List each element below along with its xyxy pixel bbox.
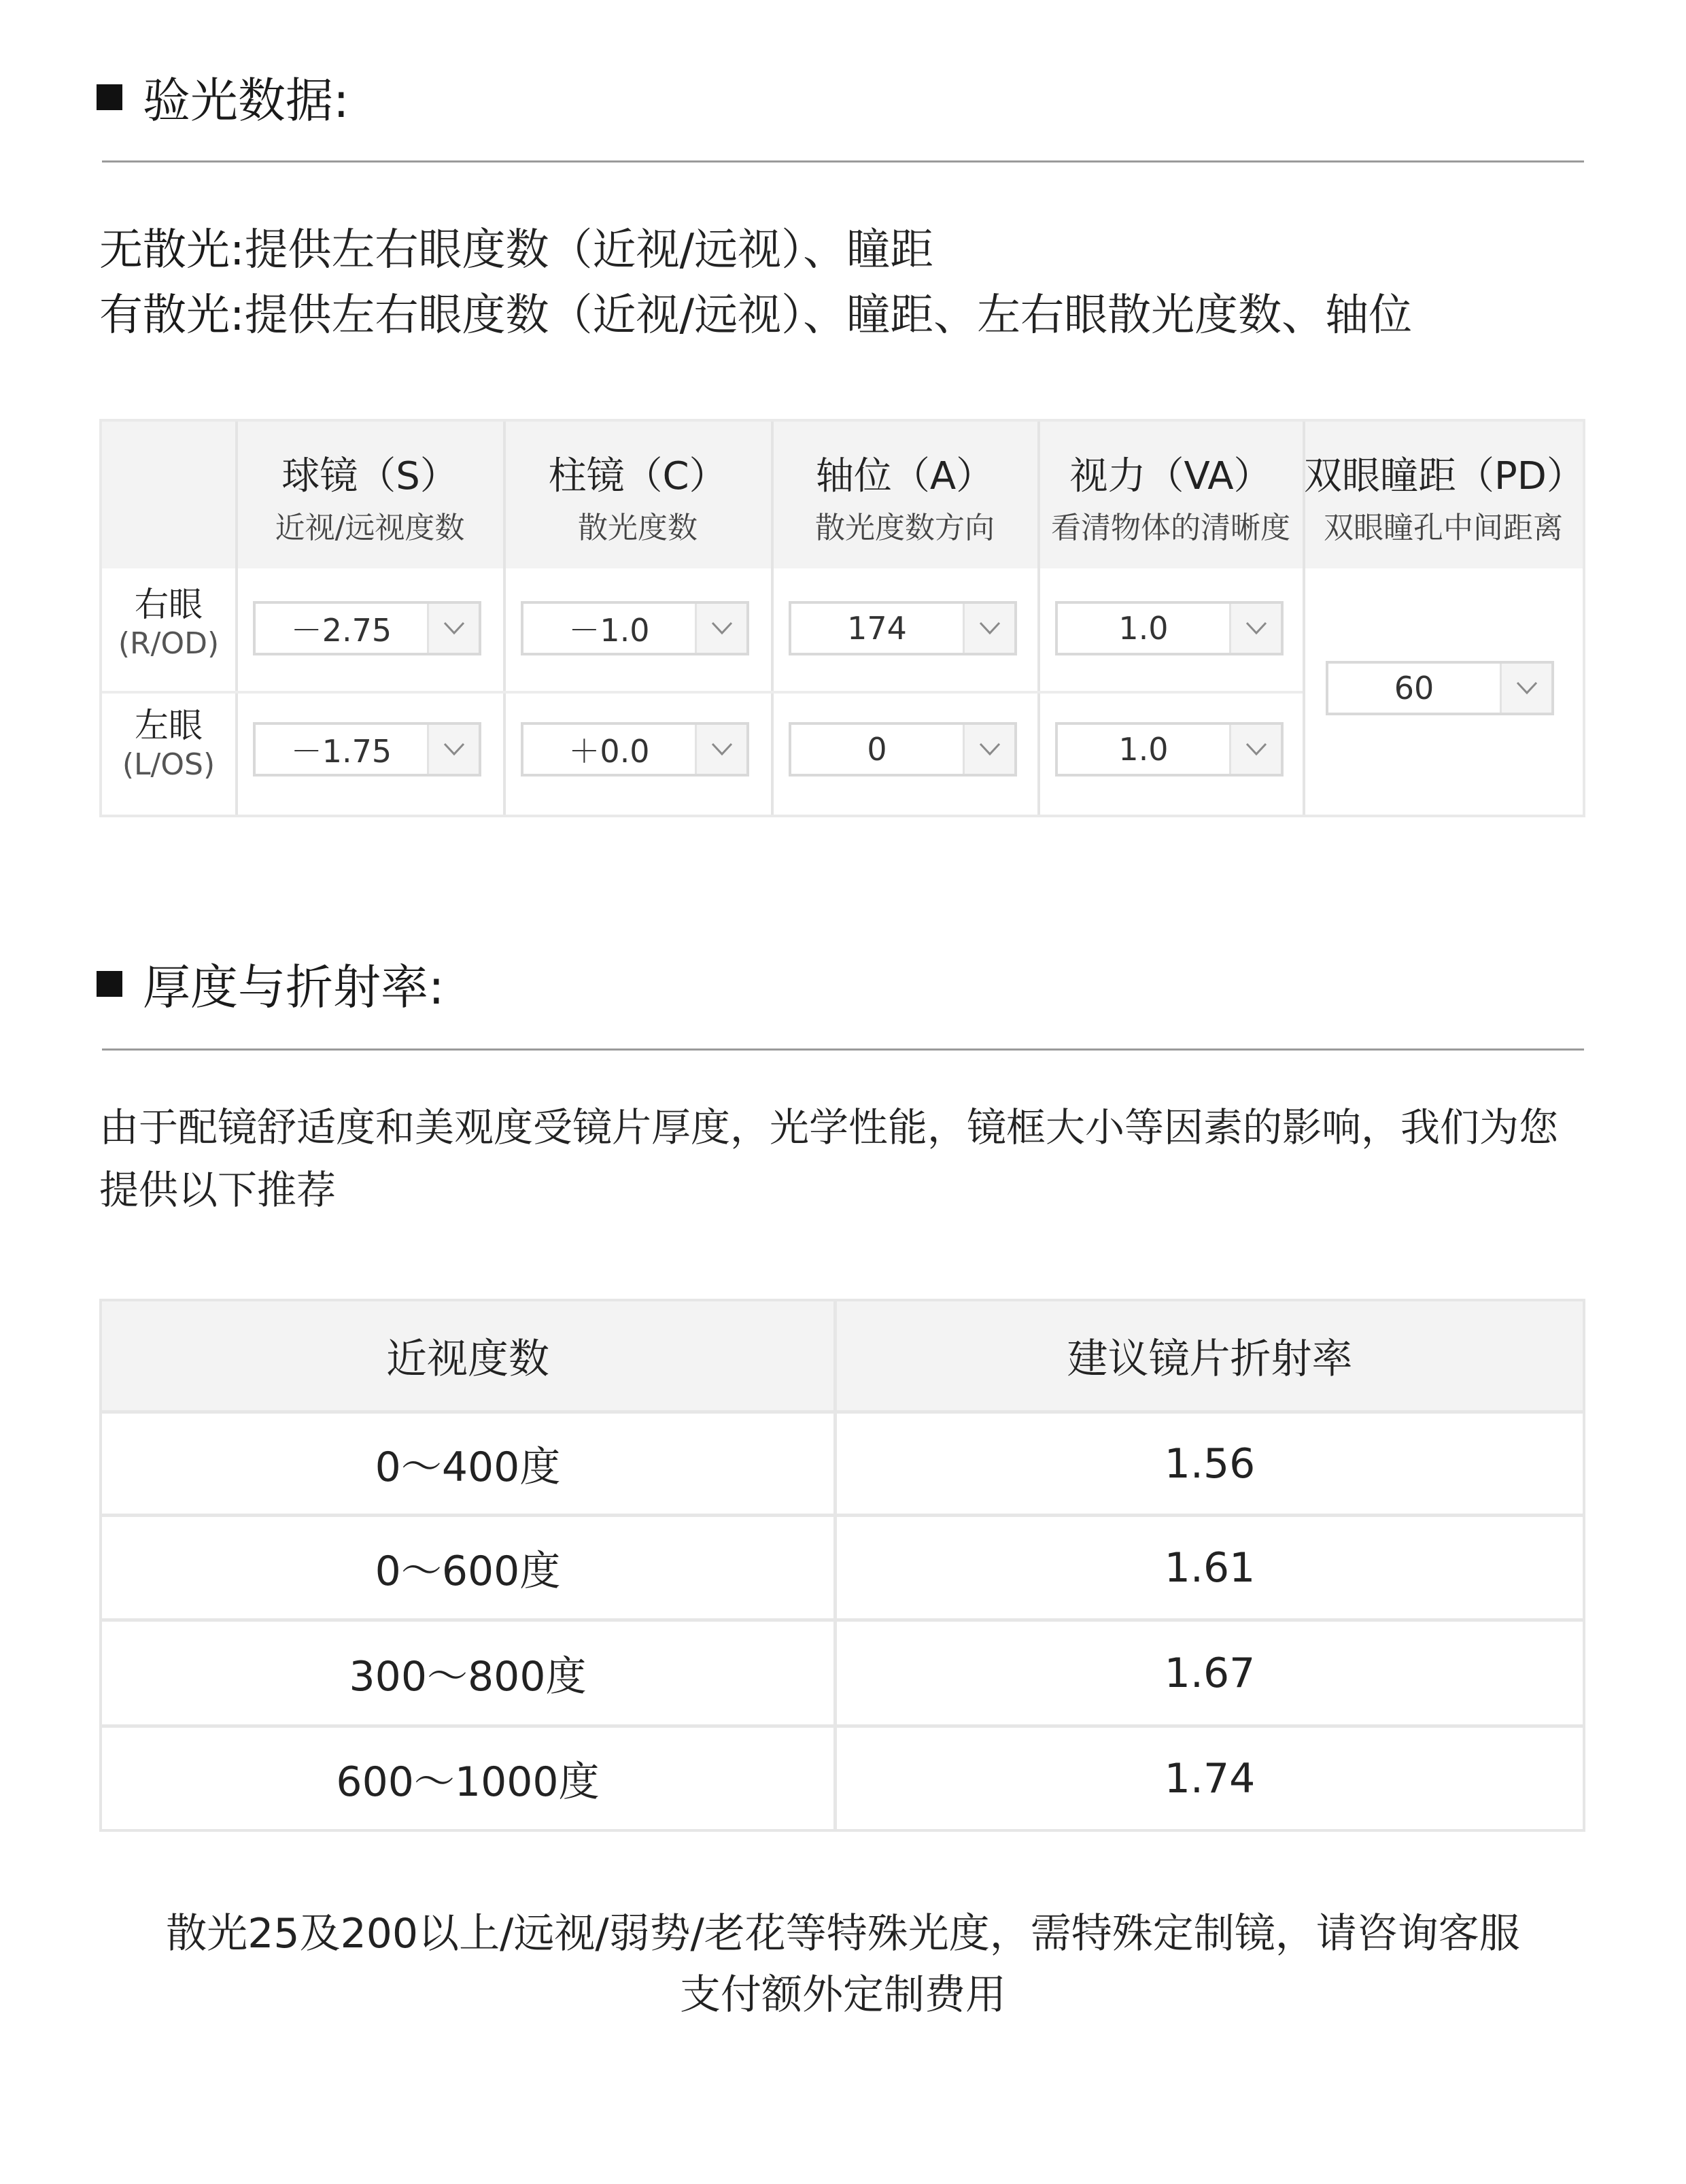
chevron-down-icon	[427, 604, 479, 653]
note-text: 提供左右眼度数（近视/远视）、瞳距	[244, 225, 934, 275]
column-title-cylinder: 柱镜（C）	[548, 454, 727, 498]
chevron-down-icon	[963, 604, 1014, 653]
refractive-index-table	[99, 1299, 1585, 1832]
footnote-line-2: 支付额外定制费用	[680, 1971, 1006, 2019]
note-no-astigmatism	[99, 215, 933, 277]
select-value: 1.0	[1118, 731, 1169, 768]
note-label: 无散光:	[99, 225, 245, 275]
header-recommended-index: 建议镜片折射率	[1067, 1335, 1353, 1383]
chevron-down-icon	[1500, 664, 1551, 713]
left-sphere-select[interactable]	[253, 722, 481, 777]
select-value: 60	[1394, 670, 1434, 706]
left-va-select[interactable]	[1055, 722, 1284, 777]
section-title-text: 厚度与折射率:	[143, 959, 445, 1015]
table-cell-degree: 600～1000度	[336, 1758, 600, 1806]
table-cell-index: 1.56	[1164, 1439, 1256, 1488]
select-value: －2.75	[290, 612, 392, 649]
chevron-down-icon	[963, 725, 1014, 774]
note-astigmatism	[99, 280, 1412, 343]
column-sub-pd: 双眼瞳孔中间距离	[1324, 511, 1563, 545]
chevron-down-icon	[695, 725, 746, 774]
grid-line	[102, 691, 1303, 694]
column-title-pd: 双眼瞳距（PD）	[1304, 454, 1585, 498]
column-sub-cylinder: 散光度数	[578, 511, 698, 545]
eye-code: (R/OD)	[118, 626, 220, 661]
select-value: ＋0.0	[568, 733, 650, 770]
table-cell-degree: 300～800度	[349, 1652, 587, 1701]
chevron-down-icon	[1229, 604, 1281, 653]
table-cell-degree: 0～600度	[375, 1547, 561, 1595]
table-cell-index: 1.67	[1164, 1649, 1256, 1697]
note-label: 有散光:	[99, 290, 245, 341]
footnote-line-1: 散光25及200以上/远视/弱势/老花等特殊光度，需特殊定制镜，请咨询客服	[166, 1910, 1520, 1958]
chevron-down-icon	[1229, 725, 1281, 774]
select-value: 174	[847, 610, 907, 647]
select-value: －1.0	[568, 612, 650, 649]
column-title-sphere: 球镜（S）	[281, 454, 458, 498]
chevron-down-icon	[695, 604, 746, 653]
left-axis-select[interactable]	[789, 722, 1017, 777]
column-sub-axis: 散光度数方向	[815, 511, 995, 545]
column-title-axis: 轴位（A）	[815, 454, 995, 498]
header-myopia-degree: 近视度数	[386, 1335, 549, 1383]
column-sub-sphere: 近视/远视度数	[275, 511, 465, 545]
eye-name: 左眼	[135, 706, 203, 745]
right-va-select[interactable]	[1055, 601, 1284, 655]
table-cell-index: 1.61	[1164, 1543, 1256, 1592]
left-cylinder-select[interactable]	[521, 722, 749, 777]
divider	[102, 1048, 1584, 1051]
section-title-thickness	[97, 949, 445, 1018]
row-label-left-eye	[102, 706, 235, 785]
section-title-text: 验光数据:	[143, 73, 349, 129]
column-title-visual-acuity: 视力（VA）	[1069, 454, 1272, 498]
right-axis-select[interactable]	[789, 601, 1017, 655]
square-bullet-icon	[97, 84, 122, 110]
eye-name: 右眼	[135, 585, 203, 624]
section-title-optometry	[97, 63, 349, 131]
prescription-table	[99, 419, 1585, 817]
chevron-down-icon	[427, 725, 479, 774]
table-cell-degree: 0～400度	[375, 1443, 561, 1491]
select-value: 0	[867, 731, 887, 768]
divider	[102, 160, 1584, 163]
select-value: －1.75	[290, 733, 392, 770]
eye-code: (L/OS)	[122, 747, 216, 782]
right-sphere-select[interactable]	[253, 601, 481, 655]
pd-select[interactable]	[1326, 661, 1554, 715]
row-label-right-eye	[102, 585, 235, 664]
right-cylinder-select[interactable]	[521, 601, 749, 655]
table-cell-index: 1.74	[1164, 1754, 1256, 1803]
select-value: 1.0	[1118, 610, 1169, 647]
square-bullet-icon	[97, 971, 122, 997]
note-text: 提供左右眼度数（近视/远视）、瞳距、左右眼散光度数、轴位	[244, 290, 1413, 341]
column-sub-visual-acuity: 看清物体的清晰度	[1051, 511, 1290, 545]
intro-paragraph: 由于配镜舒适度和美观度受镜片厚度，光学性能，镜框大小等因素的影响，我们为您提供以下推荐	[99, 1104, 1559, 1213]
